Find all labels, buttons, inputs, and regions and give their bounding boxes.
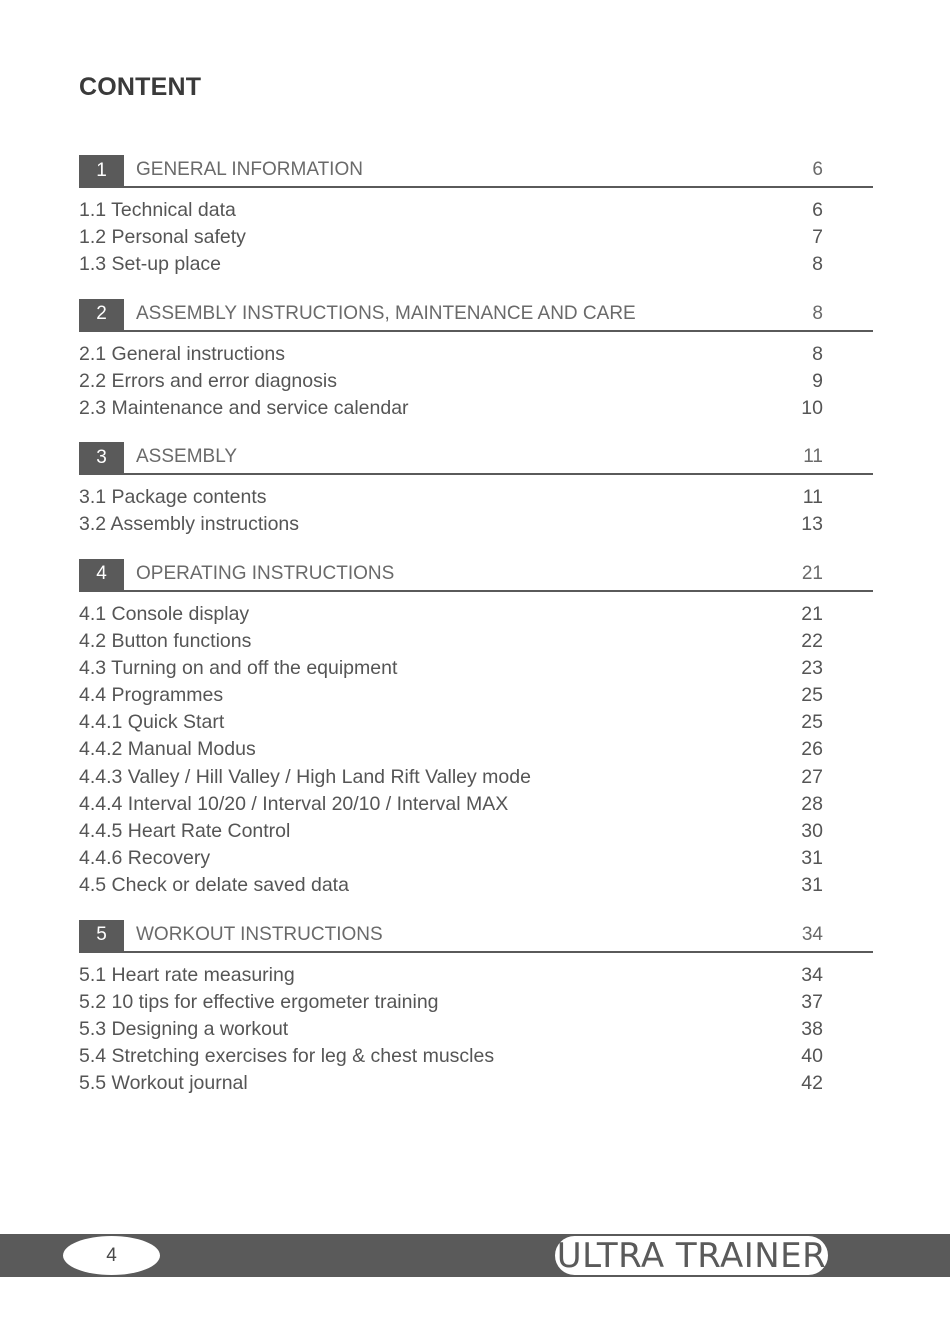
- toc-entry-page: 25: [801, 684, 823, 707]
- section-number-badge: 4: [79, 559, 124, 590]
- section-page-number: 6: [812, 159, 823, 180]
- toc-section: [79, 920, 873, 1099]
- section-page-number: 21: [801, 562, 823, 584]
- toc-entry: [79, 602, 873, 629]
- section-title: WORKOUT INSTRUCTIONS: [136, 923, 383, 945]
- toc-entry-label: 4.4.5 Heart Rate Control: [79, 820, 291, 842]
- section-header: [79, 559, 873, 592]
- toc-entry-label: 4.4.1 Quick Start: [79, 711, 225, 734]
- toc-section: [79, 299, 873, 424]
- toc-entry-page: 42: [801, 1072, 823, 1095]
- toc-entry-label: 2.2 Errors and error diagnosis: [79, 369, 337, 392]
- section-title: GENERAL INFORMATION: [136, 159, 363, 180]
- toc-entry: [79, 629, 873, 656]
- section-number-badge: 1: [79, 155, 124, 186]
- section-title: ASSEMBLY: [136, 446, 238, 468]
- toc-entry: [79, 963, 873, 990]
- toc-entry-page: 21: [801, 602, 823, 625]
- toc-entry: [79, 737, 873, 764]
- toc-entry-label: 5.3 Designing a workout: [79, 1017, 289, 1040]
- page-heading: CONTENT: [79, 73, 202, 101]
- toc-entry: [79, 873, 873, 900]
- toc-entry: [79, 252, 873, 279]
- toc-entry-page: 6: [812, 199, 823, 221]
- section-number-badge: 5: [79, 920, 124, 951]
- toc-entry: [79, 765, 873, 792]
- toc-entry-label: 5.4 Stretching exercises for leg & chest muscles: [79, 1045, 495, 1068]
- toc-entry: [79, 485, 873, 512]
- toc-entry: [79, 990, 873, 1017]
- section-header: [79, 920, 873, 953]
- toc-entry-page: 34: [801, 963, 823, 986]
- section-header: [79, 442, 873, 475]
- toc-entry-label: 4.1 Console display: [79, 602, 250, 625]
- toc-entry-label: 4.4 Programmes: [79, 684, 224, 707]
- toc-entry: [79, 846, 873, 873]
- section-header: [79, 155, 873, 188]
- toc-entry: [79, 710, 873, 737]
- toc-entry-label: 4.4.2 Manual Modus: [79, 738, 256, 761]
- toc-section: [79, 442, 873, 539]
- toc-entry-label: 2.3 Maintenance and service calendar: [79, 396, 409, 419]
- toc-entry-label: 3.1 Package contents: [79, 486, 267, 509]
- section-number-badge: 2: [79, 299, 124, 330]
- toc-entry-page: 26: [801, 738, 823, 761]
- toc-entry-page: 13: [801, 513, 823, 536]
- section-header: [79, 299, 873, 332]
- section-title: ASSEMBLY INSTRUCTIONS, MAINTENANCE AND CARE: [136, 302, 636, 324]
- toc-entry-label: 3.2 Assembly instructions: [79, 513, 300, 536]
- toc-entry-label: 5.1 Heart rate measuring: [79, 963, 295, 986]
- toc-entry: [79, 1044, 873, 1071]
- toc-entry-page: 7: [812, 226, 823, 249]
- toc-entry: [79, 683, 873, 710]
- toc-entry-label: 2.1 General instructions: [79, 342, 285, 365]
- toc-entry: [79, 225, 873, 252]
- toc-entry-label: 5.2 10 tips for effective ergometer training: [79, 990, 439, 1013]
- toc-entry: [79, 1071, 873, 1098]
- section-number-badge: 3: [79, 442, 124, 473]
- toc-entry-label: 4.4.3 Valley / Hill Valley / High Land Rift Valley mode: [79, 765, 531, 788]
- toc-entry: [79, 512, 873, 539]
- toc-entry-label: 4.3 Turning on and off the equipment: [79, 656, 398, 679]
- toc-entry-page: 11: [802, 486, 823, 509]
- toc-entry: [79, 1017, 873, 1044]
- toc-entry-label: 1.1 Technical data: [79, 199, 236, 221]
- toc-entry-page: 10: [801, 396, 823, 419]
- toc-entry: [79, 819, 873, 846]
- toc-entry-page: 9: [812, 369, 823, 392]
- brand-logo: ULTRA TRAINER: [556, 1235, 827, 1276]
- toc-entry-page: 8: [812, 253, 823, 276]
- section-page-number: 34: [801, 923, 823, 945]
- table-of-contents: [79, 155, 873, 1118]
- section-page-number: 11: [803, 446, 823, 468]
- toc-entry-page: 30: [801, 820, 823, 842]
- section-page-number: 8: [812, 302, 823, 324]
- toc-entry-page: 25: [801, 711, 823, 734]
- page-number: 4: [63, 1236, 160, 1275]
- toc-entry: [79, 792, 873, 819]
- toc-entry-page: 23: [801, 656, 823, 679]
- toc-entry-label: 4.4.6 Recovery: [79, 847, 211, 870]
- section-title: OPERATING INSTRUCTIONS: [136, 562, 395, 584]
- toc-entry-page: 22: [801, 629, 823, 652]
- toc-entry-label: 4.5 Check or delate saved data: [79, 874, 349, 897]
- toc-entry-page: 38: [801, 1017, 823, 1040]
- toc-entry-label: 1.3 Set-up place: [79, 253, 222, 276]
- toc-entry-label: 4.2 Button functions: [79, 629, 252, 652]
- toc-entry: [79, 342, 873, 369]
- toc-entry-page: 27: [801, 765, 823, 788]
- toc-entry-page: 8: [812, 342, 823, 365]
- toc-entry-label: 5.5 Workout journal: [79, 1072, 248, 1095]
- toc-section: [79, 155, 873, 280]
- toc-entry: [79, 198, 873, 225]
- toc-entry: [79, 369, 873, 396]
- toc-entry-page: 28: [801, 792, 823, 815]
- toc-entry-label: 1.2 Personal safety: [79, 226, 246, 249]
- toc-entry-page: 37: [801, 990, 823, 1013]
- toc-entry-page: 31: [801, 874, 823, 897]
- toc-section: [79, 559, 873, 901]
- toc-entry: [79, 396, 873, 423]
- toc-entry: [79, 656, 873, 683]
- toc-entry-label: 4.4.4 Interval 10/20 / Interval 20/10 / Interval MAX: [79, 792, 509, 815]
- toc-entry-page: 31: [801, 847, 823, 870]
- toc-entry-page: 40: [801, 1045, 823, 1068]
